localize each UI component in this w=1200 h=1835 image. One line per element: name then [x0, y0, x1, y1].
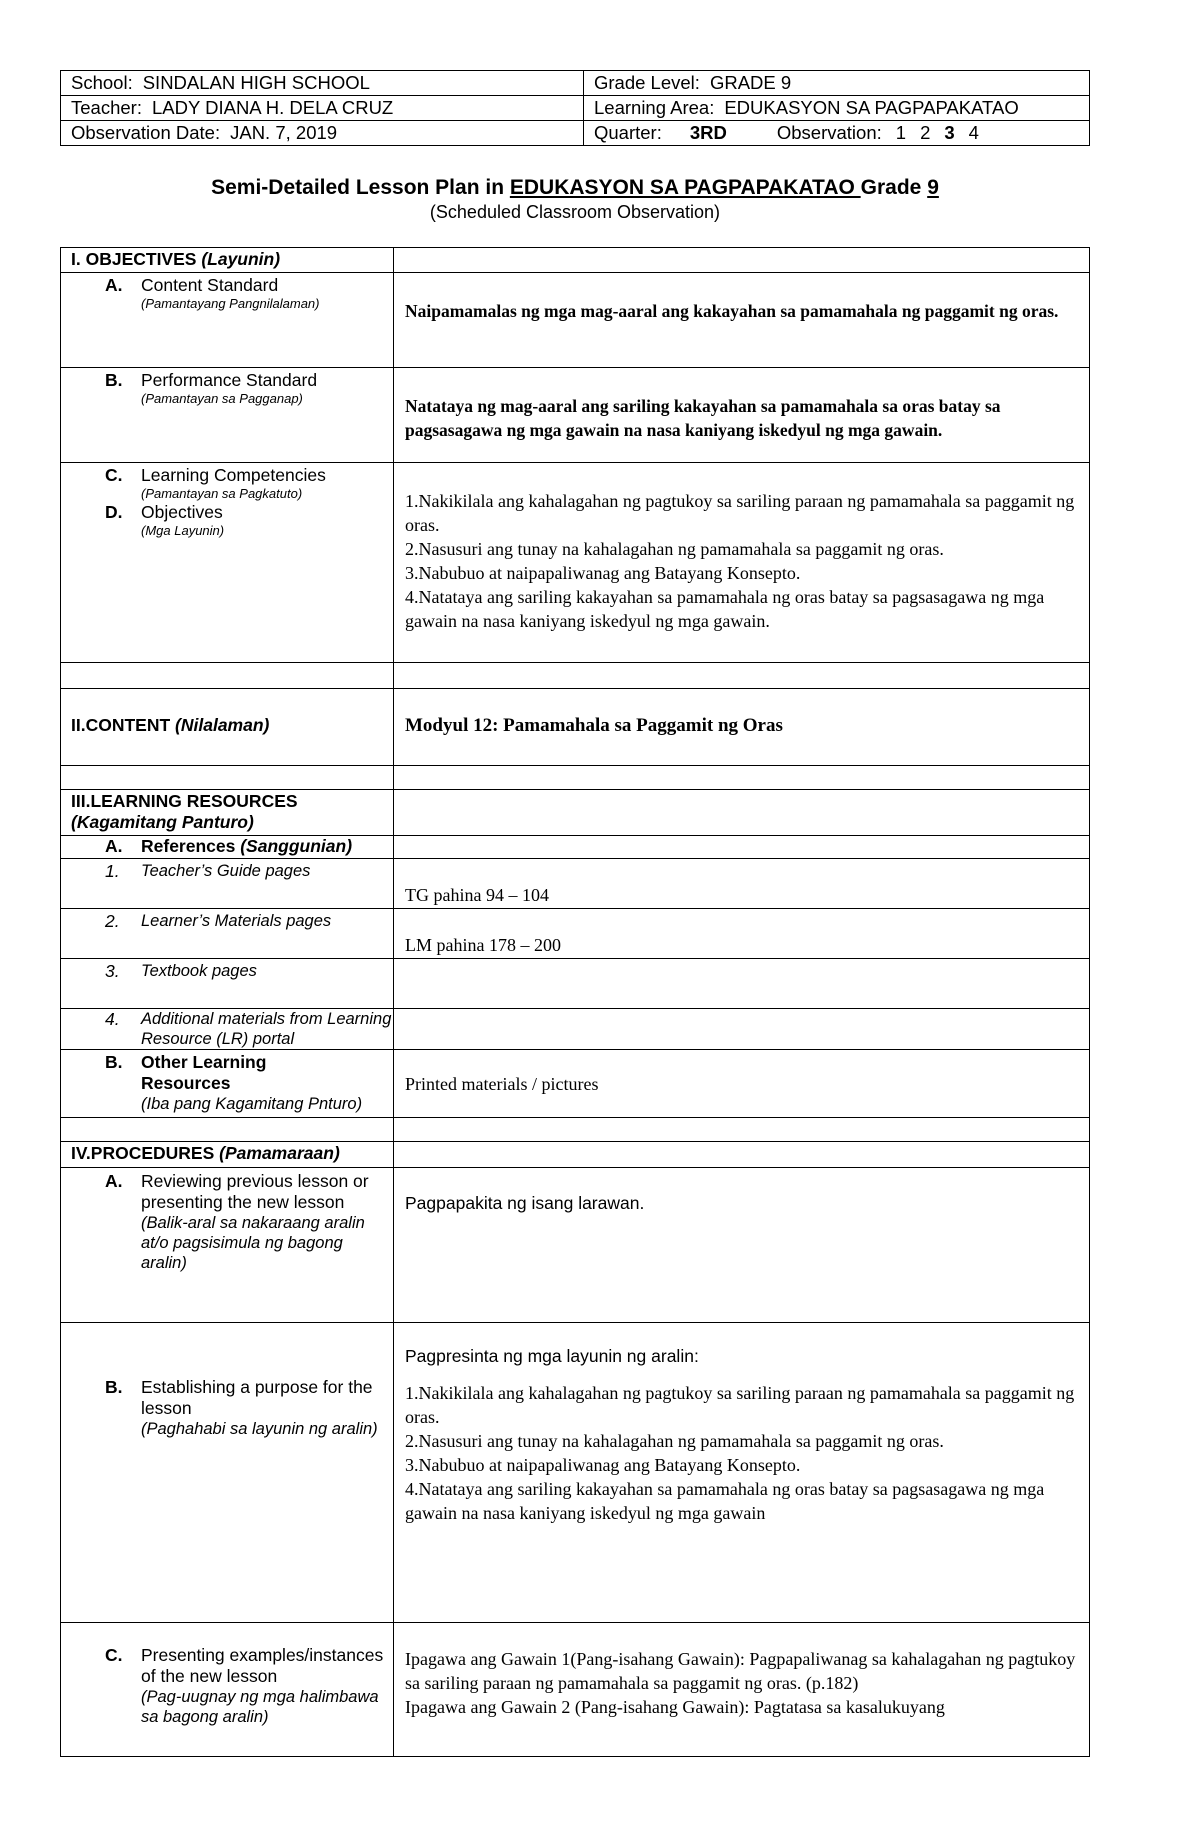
- item-marker: C.: [105, 465, 123, 485]
- empty-cell: [394, 248, 1090, 273]
- learning-area-cell: [584, 96, 1090, 121]
- content-standard-text: Naipamamalas ng mga mag-aaral ang kakayahan sa pamamahala ng paggamit ng oras.: [405, 301, 1059, 321]
- competencies-row: [61, 463, 1090, 663]
- other-resources-cell: [61, 1050, 394, 1118]
- empty-cell: [394, 790, 1090, 836]
- competencies-cell: [61, 463, 394, 663]
- teacher-value: LADY DIANA H. DELA CRUZ: [151, 97, 394, 118]
- other-resources-label: Other Learning Resources: [141, 1052, 267, 1093]
- item-marker: B.: [105, 370, 123, 390]
- other-resources-value-cell: [394, 1050, 1090, 1118]
- item-marker: 1.: [105, 861, 120, 881]
- procedure-a-label: Reviewing previous lesson or presenting the new lesson: [141, 1171, 369, 1212]
- teacher-label: Teacher:: [71, 97, 142, 118]
- item-marker: C.: [105, 1645, 123, 1665]
- objectives-filipino: (Mga Layunin): [141, 523, 225, 538]
- teacher-cell: [61, 96, 584, 121]
- additional-materials-row: [61, 1009, 1090, 1050]
- objective-item: 1.Nakikilala ang kahalagahan ng pagtukoy sa sariling paraan ng pamamahala sa paggamit ng oras.: [405, 491, 1075, 535]
- content-standard-cell: [61, 273, 394, 368]
- objectives-list-cell: [394, 463, 1090, 663]
- learning-area-label: Learning Area:: [594, 97, 715, 118]
- references-row: [61, 836, 1090, 859]
- teachers-guide-cell: [61, 859, 394, 909]
- procedure-b-objective: 4.Natataya ang sariling kakayahan sa pamamahala ng oras batay sa pagsasagawa ng mga gawain na nasa kaniyang iskedyul ng mga gawain: [405, 1479, 1045, 1523]
- other-resources-filipino: (Iba pang Kagamitang Pnturo): [141, 1095, 363, 1113]
- learners-materials-row: [61, 909, 1090, 959]
- school-value: SINDALAN HIGH SCHOOL: [142, 72, 370, 93]
- empty-cell: [394, 1118, 1090, 1142]
- performance-standard-label: Performance Standard: [141, 370, 318, 390]
- procedure-b-intro: Pagpresinta ng mga layunin ng aralin:: [405, 1346, 699, 1366]
- title-grade-number: 9: [927, 176, 939, 199]
- performance-standard-filipino: (Pamantayan sa Pagganap): [141, 391, 303, 406]
- procedure-a-text: Pagpapakita ng isang larawan.: [405, 1193, 645, 1213]
- procedure-b-text-cell: [394, 1323, 1090, 1623]
- empty-cell: [61, 1118, 394, 1142]
- performance-standard-text: Natataya ng mag-aaral ang sariling kakayahan sa pamamahala sa oras batay sa pagsasagawa ng mga gawain na nasa kaniyang iskedyul ng mga gawain.: [405, 396, 1001, 440]
- spacer-row: [61, 766, 1090, 790]
- observation-number-selected: 3: [944, 122, 955, 143]
- empty-cell: [394, 663, 1090, 689]
- item-marker: A.: [105, 1171, 123, 1191]
- grade-level-cell: [584, 71, 1090, 96]
- content-text-cell: [394, 689, 1090, 766]
- content-standard-text-cell: [394, 273, 1090, 368]
- content-standard-filipino: (Pamantayang Pangnilalaman): [141, 296, 320, 311]
- observation-date-value: JAN. 7, 2019: [230, 122, 338, 143]
- empty-cell: [394, 959, 1090, 1009]
- procedure-b-objective: 3.Nabubuo at naipapaliwanag ang Batayang Konsepto.: [405, 1455, 801, 1475]
- item-marker: 2.: [105, 911, 120, 931]
- grade-level-label: Grade Level:: [594, 72, 700, 93]
- item-marker: B.: [105, 1377, 123, 1397]
- header-info-table: [60, 70, 1090, 146]
- procedure-b-objective: 2.Nasusuri ang tunay na kahalagahan ng pamamahala sa paggamit ng oras.: [405, 1431, 944, 1451]
- content-standard-row: [61, 273, 1090, 368]
- observation-number: 1: [895, 122, 907, 143]
- references-cell: [61, 836, 394, 859]
- textbook-cell: [61, 959, 394, 1009]
- teachers-guide-label: Teacher’s Guide pages: [141, 862, 311, 880]
- additional-materials-label: Additional materials from Learning Resource (LR) portal: [141, 1010, 392, 1048]
- quarter-cell: [584, 121, 1090, 146]
- item-marker: 4.: [105, 1009, 120, 1029]
- observation-label: Observation:: [776, 122, 882, 143]
- observation-date-cell: [61, 121, 584, 146]
- procedure-b-label: Establishing a purpose for the lesson: [141, 1377, 373, 1418]
- title-grade-word: Grade: [860, 176, 928, 199]
- content-row: [61, 689, 1090, 766]
- learners-materials-cell: [61, 909, 394, 959]
- objectives-heading-row: [61, 248, 1090, 273]
- content-heading-filipino: (Nilalaman): [175, 715, 270, 735]
- learners-materials-value-cell: [394, 909, 1090, 959]
- learners-materials-pages: LM pahina 178 – 200: [405, 935, 561, 955]
- page-subtitle: (Scheduled Classroom Observation): [429, 202, 721, 222]
- procedure-c-label: Presenting examples/instances of the new lesson: [141, 1645, 384, 1686]
- page-title: [60, 175, 1090, 201]
- school-label: School:: [71, 72, 133, 93]
- content-module-title: Modyul 12: Pamamahala sa Paggamit ng Oras: [405, 715, 783, 736]
- empty-cell: [61, 766, 394, 790]
- empty-cell: [394, 1009, 1090, 1050]
- procedure-a-filipino: (Balik-aral sa nakaraang aralin at/o pagsisimula ng bagong aralin): [141, 1214, 365, 1272]
- empty-cell: [394, 1142, 1090, 1168]
- additional-materials-cell: [61, 1009, 394, 1050]
- item-marker: A.: [105, 275, 123, 295]
- resources-heading-row: [61, 790, 1090, 836]
- item-marker: B.: [105, 1052, 123, 1072]
- teachers-guide-pages: TG pahina 94 – 104: [405, 885, 549, 905]
- procedure-a-text-cell: [394, 1168, 1090, 1323]
- empty-cell: [394, 766, 1090, 790]
- objectives-heading: I. OBJECTIVES: [71, 249, 202, 269]
- observation-date-label: Observation Date:: [71, 122, 221, 143]
- content-heading-cell: [61, 689, 394, 766]
- other-resources-row: [61, 1050, 1090, 1118]
- procedure-c-row: [61, 1623, 1090, 1757]
- objectives-label: Objectives: [141, 502, 223, 522]
- learning-area-value: EDUKASYON SA PAGPAPAKATAO: [724, 97, 1019, 118]
- objective-item: 2.Nasusuri ang tunay na kahalagahan ng pamamahala sa paggamit ng oras.: [405, 539, 944, 559]
- empty-cell: [61, 663, 394, 689]
- resources-heading-cell: [61, 790, 394, 836]
- procedure-c-text: Ipagawa ang Gawain 2 (Pang-isahang Gawain): Pagtatasa sa kasalukuyang: [405, 1697, 945, 1717]
- objective-item: 3.Nabubuo at naipapaliwanag ang Batayang Konsepto.: [405, 563, 801, 583]
- procedure-c-filipino: (Pag-uugnay ng mga halimbawa sa bagong aralin): [141, 1688, 379, 1726]
- procedure-a-row: [61, 1168, 1090, 1323]
- procedures-heading: IV.PROCEDURES: [71, 1143, 220, 1163]
- procedure-b-cell: [61, 1323, 394, 1623]
- lesson-plan-table: [60, 247, 1090, 1757]
- grade-level-value: GRADE 9: [709, 72, 792, 93]
- references-label: References: [141, 836, 241, 856]
- textbook-label: Textbook pages: [141, 962, 257, 980]
- textbook-row: [61, 959, 1090, 1009]
- teachers-guide-row: [61, 859, 1090, 909]
- quarter-value: 3RD: [689, 122, 727, 143]
- teachers-guide-value-cell: [394, 859, 1090, 909]
- procedure-c-text-cell: [394, 1623, 1090, 1757]
- item-marker: D.: [105, 502, 123, 522]
- learning-competencies-label: Learning Competencies: [141, 465, 326, 485]
- references-filipino: (Sanggunian): [240, 836, 353, 856]
- objective-item: 4.Natataya ang sariling kakayahan sa pamamahala ng oras batay sa pagsasagawa ng mga gawain na nasa kaniyang iskedyul ng mga gawain.: [405, 587, 1045, 631]
- quarter-label: Quarter:: [594, 122, 662, 143]
- performance-standard-text-cell: [394, 368, 1090, 463]
- objectives-heading-filipino: (Layunin): [201, 249, 281, 269]
- learning-competencies-filipino: (Pamantayan sa Pagkatuto): [141, 486, 303, 501]
- observation-number: 4: [968, 122, 979, 143]
- content-heading: II.CONTENT: [71, 715, 176, 735]
- content-standard-label: Content Standard: [141, 275, 279, 295]
- item-marker: A.: [105, 836, 123, 856]
- title-subject: EDUKASYON SA PAGPAPAKATAO: [509, 176, 861, 199]
- procedure-b-filipino: (Paghahabi sa layunin ng aralin): [141, 1420, 378, 1438]
- procedure-b-row: [61, 1323, 1090, 1623]
- school-cell: [61, 71, 584, 96]
- performance-standard-cell: [61, 368, 394, 463]
- procedures-heading-row: [61, 1142, 1090, 1168]
- observation-number: 2: [920, 122, 931, 143]
- performance-standard-row: [61, 368, 1090, 463]
- title-prefix: Semi-Detailed Lesson Plan in: [211, 176, 510, 199]
- procedure-a-cell: [61, 1168, 394, 1323]
- resources-heading: III.LEARNING RESOURCES: [71, 791, 298, 811]
- spacer-row: [61, 663, 1090, 689]
- procedure-b-objective: 1.Nakikilala ang kahalagahan ng pagtukoy sa sariling paraan ng pamamahala sa paggamit ng oras.: [405, 1383, 1075, 1427]
- item-marker: 3.: [105, 961, 120, 981]
- spacer-row: [61, 1118, 1090, 1142]
- learners-materials-label: Learner’s Materials pages: [141, 912, 332, 930]
- other-resources-value: Printed materials / pictures: [405, 1074, 599, 1094]
- objectives-heading-cell: [61, 248, 394, 273]
- procedure-c-text: Ipagawa ang Gawain 1(Pang-isahang Gawain): Pagpapaliwanag sa kahalagahan ng pagtukoy sa sariling paraan ng pamamahala sa paggamit ng oras. (p.182): [405, 1649, 1076, 1693]
- procedures-heading-filipino: (Pamamaraan): [219, 1143, 340, 1163]
- procedures-heading-cell: [61, 1142, 394, 1168]
- empty-cell: [394, 836, 1090, 859]
- resources-heading-filipino: (Kagamitang Panturo): [71, 812, 254, 832]
- procedure-c-cell: [61, 1623, 394, 1757]
